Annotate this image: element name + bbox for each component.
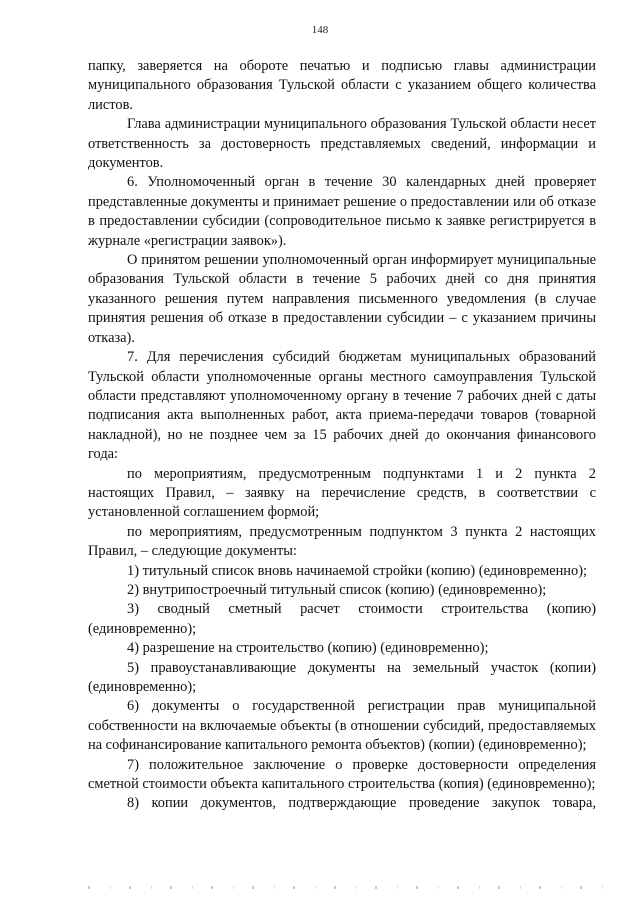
paragraph-subitems-1-2: по мероприятиям, предусмотренным подпунктами 1 и 2 пункта 2 настоящих Правил, – заявку на перечисление средств, в соответствии с установленной соглашением формой; [88, 465, 596, 521]
paragraph-item-7: 7. Для перечисления субсидий бюджетам муниципальных образований Тульской области уполномоченные органы местного самоуправления Тульской области представляют уполномоченному органу в течение 7 рабочих дней с даты подписания акта выполненных работ, акта приема-передачи товаров (товарной накладной), но не позднее чем за 15 рабочих дней до окончания финансового года: [88, 349, 596, 463]
list-item-3: 3) сводный сметный расчет стоимости строительства (копию) (единовременно); [88, 601, 596, 637]
paragraph-head-responsibility: Глава администрации муниципального образования Тульской области несет ответственность за достоверность представляемых сведений, информации и документов. [88, 116, 596, 172]
document-body [88, 57, 596, 814]
scan-artifact-line [88, 886, 608, 889]
paragraph-item-6: 6. Уполномоченный орган в течение 30 календарных дней проверяет представленные документы и принимает решение о предоставлении или об отказе в предоставлении субсидии (сопроводительное письмо к заявке регистрируется в журнале «регистрации заявок»). [88, 174, 596, 249]
list-item-4: 4) разрешение на строительство (копию) (единовременно); [127, 640, 489, 657]
paragraph-decision-notice: О принятом решении уполномоченный орган информирует муниципальные образования Тульской области в течение 5 рабочих дней со дня принятия указанного решения путем направления письменного уведомления (в случае принятия решения об отказе в предоставлении субсидии – с указанием причины отказа). [88, 252, 596, 346]
list-item-1: 1) титульный список вновь начинаемой стройки (копию) (единовременно); [127, 562, 587, 579]
list-item-8: 8) копии документов, подтверждающие проведение закупок товара, [127, 795, 596, 812]
list-item-6: 6) документы о государственной регистрации прав муниципальной собственности на включаемые объекты (в отношении субсидий, предоставляемых на софинансирование капитального ремонта объектов) (копии) (единовременно); [88, 698, 596, 754]
list-item-5: 5) правоустанавливающие документы на земельный участок (копии) (единовременно); [88, 659, 596, 695]
paragraph-subitem-3: по мероприятиям, предусмотренным подпунктом 3 пункта 2 настоящих Правил, – следующие документы: [88, 523, 596, 560]
list-item-7: 7) положительное заключение о проверке достоверности определения сметной стоимости объекта капитального строительства (копия) (единовременно); [88, 756, 596, 793]
page-number: 148 [311, 24, 329, 36]
paragraph-continuation: папку, заверяется на обороте печатью и подписью главы администрации муниципального образования Тульской области с указанием общего количества листов. [88, 58, 596, 113]
list-item-2: 2) внутрипостроечный титульный список (копию) (единовременно); [127, 581, 547, 598]
